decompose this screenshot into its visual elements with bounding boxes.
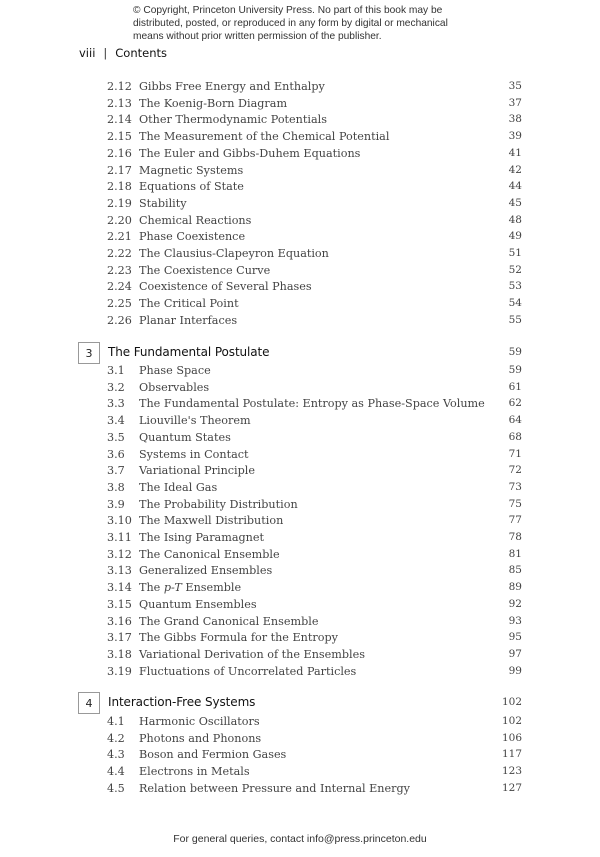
toc-entry[interactable]	[0, 431, 600, 448]
section-title: Gibbs Free Energy and Enthalpy	[139, 80, 325, 93]
section-title: Liouville's Theorem	[139, 414, 251, 428]
running-head	[79, 46, 167, 60]
chapter-number-box: 3	[78, 342, 100, 364]
section-page: 99	[508, 664, 522, 677]
section-number: 3.8	[107, 480, 125, 494]
section-page: 127	[501, 781, 522, 794]
section-title: Variational Principle	[139, 464, 255, 478]
toc-entry[interactable]	[0, 364, 600, 381]
section-title: The Ising Paramagnet	[139, 531, 264, 544]
section-title: Relation between Pressure and Internal Energy	[139, 781, 410, 795]
section-page: 37	[508, 96, 522, 109]
section-page: 75	[508, 497, 522, 510]
section-number: 2.19	[107, 196, 132, 210]
section-page: 123	[501, 765, 522, 778]
section-number: 3.18	[107, 647, 132, 661]
section-number: 3.17	[107, 631, 132, 645]
section-page: 42	[508, 163, 522, 176]
toc-entry[interactable]	[0, 531, 600, 548]
copyright-line: means without prior written permission of the publisher.	[133, 31, 382, 42]
section-title: The Canonical Ensemble	[139, 547, 280, 561]
toc-entry[interactable]	[0, 130, 600, 147]
section-page: 89	[508, 581, 522, 594]
section-number: 3.11	[107, 531, 132, 544]
section-number: 2.22	[107, 247, 132, 260]
toc-entry[interactable]	[0, 147, 600, 164]
section-number: 3.14	[107, 581, 132, 595]
toc-entry[interactable]	[0, 180, 600, 197]
section-number: 3.16	[107, 614, 132, 628]
section-title: The Coexistence Curve	[139, 263, 271, 277]
section-number: 4.3	[107, 748, 125, 762]
toc-entry[interactable]	[0, 197, 600, 214]
chapter-number-box: 4	[78, 692, 100, 714]
toc-entry[interactable]	[0, 448, 600, 465]
toc-entry[interactable]	[0, 80, 600, 97]
section-number: 2.17	[107, 163, 132, 177]
toc-entry[interactable]	[0, 615, 600, 632]
section-title: Stability	[139, 196, 187, 210]
toc-entry[interactable]	[0, 498, 600, 515]
toc-entry[interactable]	[0, 113, 600, 130]
toc-entry[interactable]	[0, 548, 600, 565]
toc-entry[interactable]	[0, 598, 600, 615]
section-number: 2.20	[107, 213, 132, 227]
section-number: 3.1	[107, 364, 125, 377]
footer-contact: For general queries, contact info@press.princeton.edu	[173, 833, 427, 845]
toc-entry[interactable]	[0, 665, 600, 682]
toc-entry[interactable]	[0, 230, 600, 247]
toc-entry[interactable]	[0, 564, 600, 581]
section-page: 71	[508, 447, 522, 460]
section-title: The Maxwell Distribution	[139, 514, 284, 528]
section-number: 3.5	[107, 430, 125, 444]
toc-entry[interactable]	[0, 464, 600, 481]
toc-entry[interactable]	[0, 97, 600, 114]
section-page: 38	[508, 113, 522, 126]
section-title: Magnetic Systems	[139, 163, 244, 177]
section-title: The Measurement of the Chemical Potential	[139, 130, 390, 144]
section-number: 3.12	[107, 547, 132, 561]
section-page: 35	[508, 80, 522, 92]
section-number: 2.18	[107, 180, 132, 194]
section-number: 4.4	[107, 765, 125, 779]
section-title: The Grand Canonical Ensemble	[139, 614, 319, 628]
section-title: The Probability Distribution	[139, 497, 298, 511]
section-page: 97	[508, 647, 522, 660]
toc-entry[interactable]	[0, 414, 600, 431]
section-title: Chemical Reactions	[139, 213, 252, 227]
chapter-title: Interaction-Free Systems	[108, 695, 256, 709]
section-page: 44	[508, 180, 522, 193]
section-page: 102	[501, 715, 522, 727]
section-page: 52	[508, 263, 522, 276]
section-number: 3.7	[107, 464, 125, 478]
section-page: 55	[508, 313, 522, 326]
toc-entry[interactable]	[0, 247, 600, 264]
section-number: 3.10	[107, 514, 132, 528]
toc-entry[interactable]	[0, 765, 600, 782]
section-title: Systems in Contact	[139, 447, 249, 461]
section-page: 41	[508, 146, 522, 159]
section-title: Variational Derivation of the Ensembles	[139, 647, 365, 661]
copyright-line: © Copyright, Princeton University Press. No part of this book may be	[133, 5, 443, 16]
section-number: 4.2	[107, 731, 125, 745]
section-number: 3.6	[107, 447, 125, 461]
section-page: 59	[508, 364, 522, 376]
section-number: 2.23	[107, 263, 132, 277]
section-title: The Gibbs Formula for the Entropy	[139, 631, 338, 645]
section-number: 2.13	[107, 96, 132, 110]
toc-entry[interactable]	[0, 164, 600, 181]
section-number: 2.25	[107, 297, 132, 311]
section-page: 48	[508, 213, 522, 226]
section-number: 3.13	[107, 564, 132, 578]
section-page: 62	[508, 397, 522, 410]
section-page: 92	[508, 597, 522, 610]
toc-entry[interactable]	[0, 214, 600, 231]
section-title: Phase Coexistence	[139, 230, 246, 244]
section-title: Quantum States	[139, 430, 231, 444]
section-page: 117	[501, 748, 522, 761]
toc-entry[interactable]	[0, 314, 600, 331]
section-title: Photons and Phonons	[139, 731, 262, 745]
chapter-heading[interactable]	[0, 692, 600, 714]
section-number: 3.19	[107, 664, 132, 678]
section-number: 3.4	[107, 414, 125, 428]
section-title: Boson and Fermion Gases	[139, 748, 287, 762]
toc-entry[interactable]	[0, 397, 600, 414]
section-page: 61	[508, 380, 522, 393]
section-page: 93	[508, 614, 522, 627]
toc-entry[interactable]	[0, 297, 600, 314]
chapter-page: 59	[508, 346, 522, 358]
section-page: 95	[508, 631, 522, 644]
section-title: The Critical Point	[139, 297, 239, 311]
section-title: Other Thermodynamic Potentials	[139, 113, 327, 127]
section-page: 39	[508, 130, 522, 143]
section-title: Fluctuations of Uncorrelated Particles	[139, 664, 357, 678]
toc-entry[interactable]	[0, 581, 600, 598]
section-page: 81	[508, 547, 522, 560]
section-title: Phase Space	[139, 364, 211, 377]
section-title: The Clausius-Clapeyron Equation	[139, 247, 329, 260]
section-number: 2.24	[107, 280, 132, 294]
section-page: 45	[508, 196, 522, 209]
section-title: Observables	[139, 380, 210, 394]
toc-entry[interactable]	[0, 514, 600, 531]
copyright-line: distributed, posted, or reproduced in any form by digital or mechanical	[133, 18, 448, 29]
section-page: 73	[508, 480, 522, 493]
section-title: The Euler and Gibbs-Duhem Equations	[139, 146, 361, 160]
title-suffix: Ensemble	[181, 581, 242, 595]
section-number: 3.3	[107, 397, 125, 411]
chapter-heading[interactable]	[0, 342, 600, 364]
toc-entry[interactable]	[0, 264, 600, 281]
section-number: 2.14	[107, 113, 132, 127]
section-title: Equations of State	[139, 180, 244, 194]
section-page: 64	[508, 414, 522, 427]
toc-entry[interactable]	[0, 715, 600, 732]
section-title: Coexistence of Several Phases	[139, 280, 312, 294]
section-page: 53	[508, 280, 522, 293]
section-page: 54	[508, 297, 522, 310]
toc-entry[interactable]	[0, 280, 600, 297]
section-title: Electrons in Metals	[139, 765, 250, 779]
section-title: The Ideal Gas	[139, 480, 218, 494]
chapter-title: The Fundamental Postulate	[108, 345, 270, 359]
title-prefix: The	[139, 581, 164, 595]
section-page: 68	[508, 430, 522, 443]
toc-entry[interactable]	[0, 748, 600, 765]
section-page: 78	[508, 531, 522, 543]
section-page: 85	[508, 564, 522, 577]
section-number: 2.12	[107, 80, 132, 93]
section-title: Quantum Ensembles	[139, 597, 257, 611]
section-title: Planar Interfaces	[139, 313, 238, 327]
toc-entry[interactable]	[0, 381, 600, 398]
section-number: 3.15	[107, 597, 132, 611]
toc-entry[interactable]	[0, 481, 600, 498]
section-number: 2.15	[107, 130, 132, 144]
section-number: 3.9	[107, 497, 125, 511]
toc-entry[interactable]	[0, 732, 600, 749]
title-italic: p-T	[163, 581, 182, 595]
toc-entry[interactable]	[0, 648, 600, 665]
section-title: Harmonic Oscillators	[139, 715, 260, 728]
section-number: 3.2	[107, 380, 125, 394]
section-name: Contents	[115, 46, 168, 60]
toc-entry[interactable]	[0, 782, 600, 799]
section-page: 106	[501, 731, 522, 744]
section-page: 49	[508, 230, 522, 243]
section-title: The Fundamental Postulate: Entropy as Phase-Space Volume	[139, 397, 485, 411]
section-number: 2.21	[107, 230, 132, 244]
section-title: Generalized Ensembles	[139, 564, 273, 578]
chapter-page: 102	[501, 696, 522, 708]
section-number: 4.5	[107, 781, 125, 795]
section-page: 72	[508, 464, 522, 477]
toc-entry[interactable]	[0, 631, 600, 648]
copyright-notice	[133, 4, 473, 43]
running-head-separator: |	[103, 46, 108, 60]
section-title	[139, 581, 241, 594]
section-number: 4.1	[107, 715, 125, 728]
section-page: 77	[508, 514, 522, 527]
section-title: The Koenig-Born Diagram	[139, 96, 288, 110]
section-number: 2.26	[107, 313, 132, 327]
section-number: 2.16	[107, 146, 132, 160]
section-page: 51	[508, 247, 522, 259]
page-number: viii	[79, 46, 96, 60]
